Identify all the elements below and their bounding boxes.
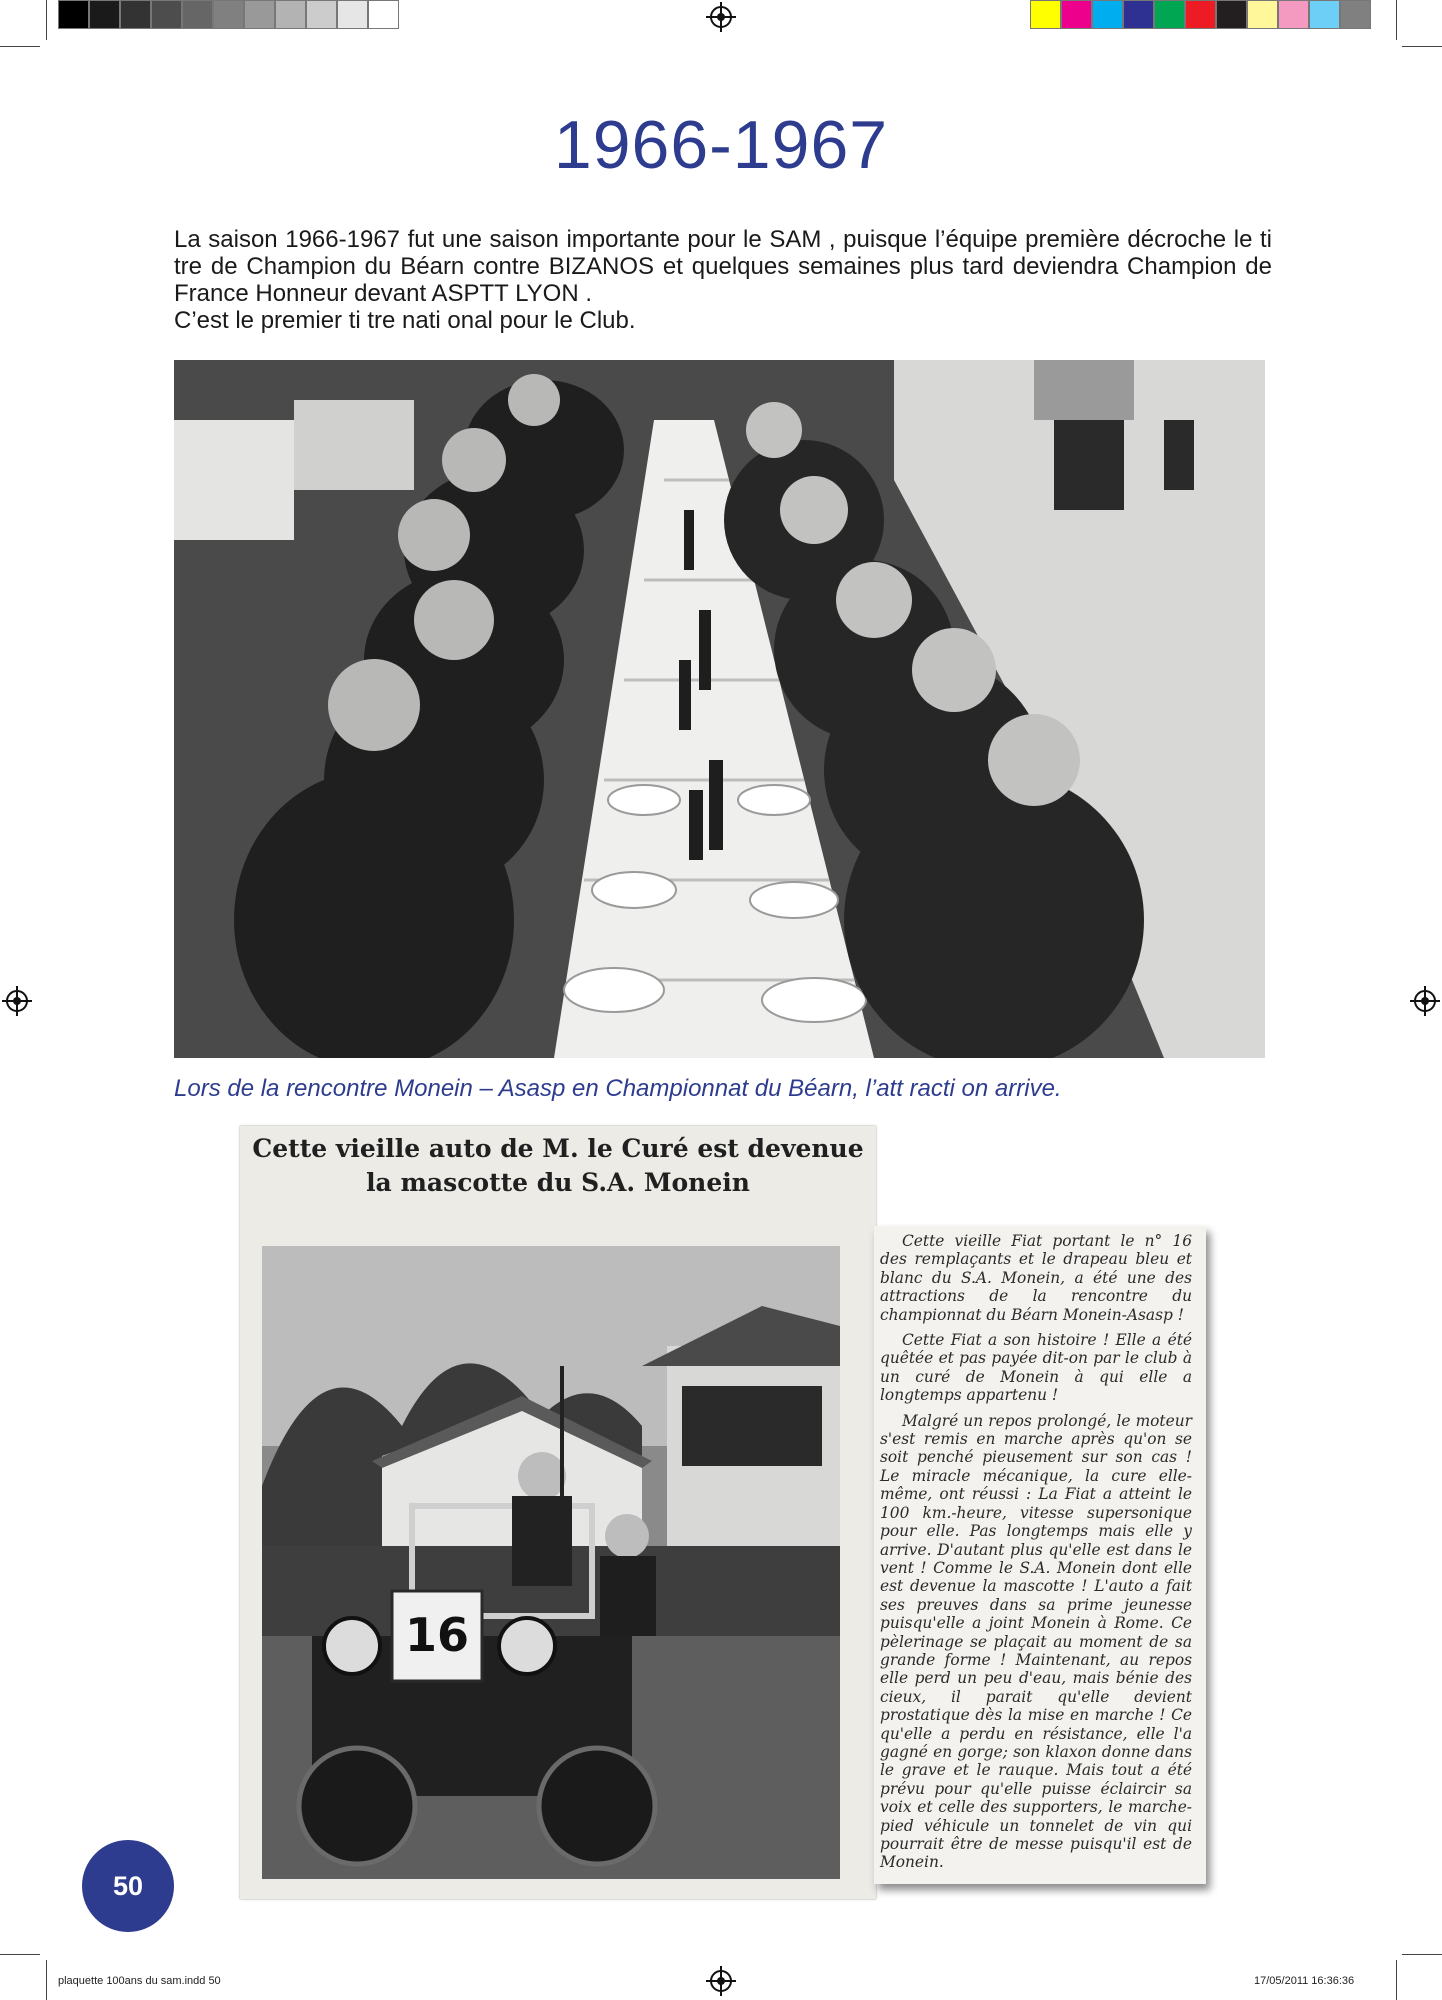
car-photo-illustration: [262, 1246, 840, 1879]
gray-swatch: [151, 0, 182, 29]
clipping-headline-line: Cette vieille auto de M. le Curé est devenue: [252, 1134, 864, 1163]
color-swatch: [1309, 0, 1340, 29]
gray-swatch: [182, 0, 213, 29]
color-swatch: [1185, 0, 1216, 29]
article-paragraph: Malgré un repos prolongé, le moteur s'est remis en marche après qu'on se soit penché pieusement sur son cas ! Le miracle mécanique, la cure elle-même, ont réussi : La Fiat a atteint le 100 km.-heure, vitesse supersonique pour elle. Pas longtemps mais elle y arrive. D'autant plus qu'elle est dans le vent ! Comme le S.A. Monein dont elle est devenue la mascotte ! L'auto a fait ses preuves dans sa prime jeunesse puisqu'elle a joint Monein à Rome. Ce pèlerinage se plaçait au moment de sa grande forme ! Maintenant, au repos elle perd un peu d'eau, mais bénie des cieux, il parait qu'elle devient prostatique dès la mise en marche ! Ce qu'elle a perdu en résistance, elle l'a gagné en gorge; son klaxon donne dans le grave et le rauque. Mais tout a été prévu pour qu'elle puisse éclaircir sa voix et celle des supporters, le marche-pied véhicule un tonnelet de vin qui pourrait être de messe puisqu'il est de Monein.: [880, 1411, 1192, 1872]
registration-mark-icon: [710, 6, 732, 28]
banquet-photo-illustration: [174, 360, 1265, 1058]
car-number: 16: [404, 1608, 470, 1662]
clipping-headline-line: la mascotte du S.A. Monein: [366, 1168, 750, 1197]
gray-swatch: [275, 0, 306, 29]
crop-mark: [0, 1954, 40, 1955]
gray-swatch: [120, 0, 151, 29]
color-swatch: [1154, 0, 1185, 29]
color-swatch: [1340, 0, 1371, 29]
crop-mark: [46, 1960, 47, 2000]
crop-mark: [1402, 46, 1442, 47]
clipping-article: [880, 1232, 1192, 1879]
registration-mark-icon: [710, 1970, 732, 1992]
color-swatch: [1216, 0, 1247, 29]
clipping-headline: [244, 1132, 872, 1200]
color-swatch: [1030, 0, 1061, 29]
intro-paragraph: La saison 1966-1967 fut une saison importante pour le SAM , puisque l’équipe première décroche le ti tre de Champion du Béarn contre BIZANOS et quelques semaines plus tard deviendra Champion de France Honneur devant ASPTT LYON .: [174, 226, 1272, 307]
intro-text: [174, 226, 1272, 334]
registration-mark-icon: [6, 990, 28, 1012]
gray-swatch: [244, 0, 275, 29]
gray-swatch: [89, 0, 120, 29]
file-slug: plaquette 100ans du sam.indd 50: [58, 1975, 221, 1987]
color-bar: [1030, 0, 1371, 32]
gray-swatch: [337, 0, 368, 29]
color-swatch: [1092, 0, 1123, 29]
banquet-photo: [174, 360, 1265, 1058]
gray-swatch: [58, 0, 89, 29]
gray-swatch: [368, 0, 399, 29]
photo-caption: Lors de la rencontre Monein – Asasp en Championnat du Béarn, l’att racti on arrive.: [174, 1075, 1062, 1102]
date-slug: 17/05/2011 16:36:36: [1254, 1975, 1355, 1987]
page-number: 50: [112, 1870, 144, 1901]
color-swatch: [1123, 0, 1154, 29]
gray-swatch: [213, 0, 244, 29]
crop-mark: [46, 0, 47, 40]
crop-mark: [1396, 0, 1397, 40]
registration-mark-icon: [1414, 990, 1436, 1012]
color-swatch: [1278, 0, 1309, 29]
crop-mark: [1402, 1954, 1442, 1955]
article-paragraph: Cette vieille Fiat portant le n° 16 des remplaçants et le drapeau bleu et blanc du S.A. Monein, a été une des attractions de la rencontre du championnat du Béarn Monein-Asasp !: [880, 1232, 1192, 1324]
color-swatch: [1247, 0, 1278, 29]
crop-mark: [1396, 1960, 1397, 2000]
page-number-badge: [82, 1840, 174, 1932]
page-number-bleed: [0, 1840, 82, 1932]
color-swatch: [1061, 0, 1092, 29]
gray-swatch: [306, 0, 337, 29]
article-paragraph: Cette Fiat a son histoire ! Elle a été quêtée et pas payée dit-on par le club à un curé de Monein à qui elle a longtemps appartenu !: [880, 1331, 1192, 1405]
grayscale-bar: [58, 0, 399, 32]
clipping-car-photo: [262, 1246, 840, 1879]
intro-paragraph: C’est le premier ti tre nati onal pour le Club.: [174, 307, 636, 334]
crop-mark: [0, 46, 40, 47]
page-title: 1966-1967: [553, 107, 889, 183]
